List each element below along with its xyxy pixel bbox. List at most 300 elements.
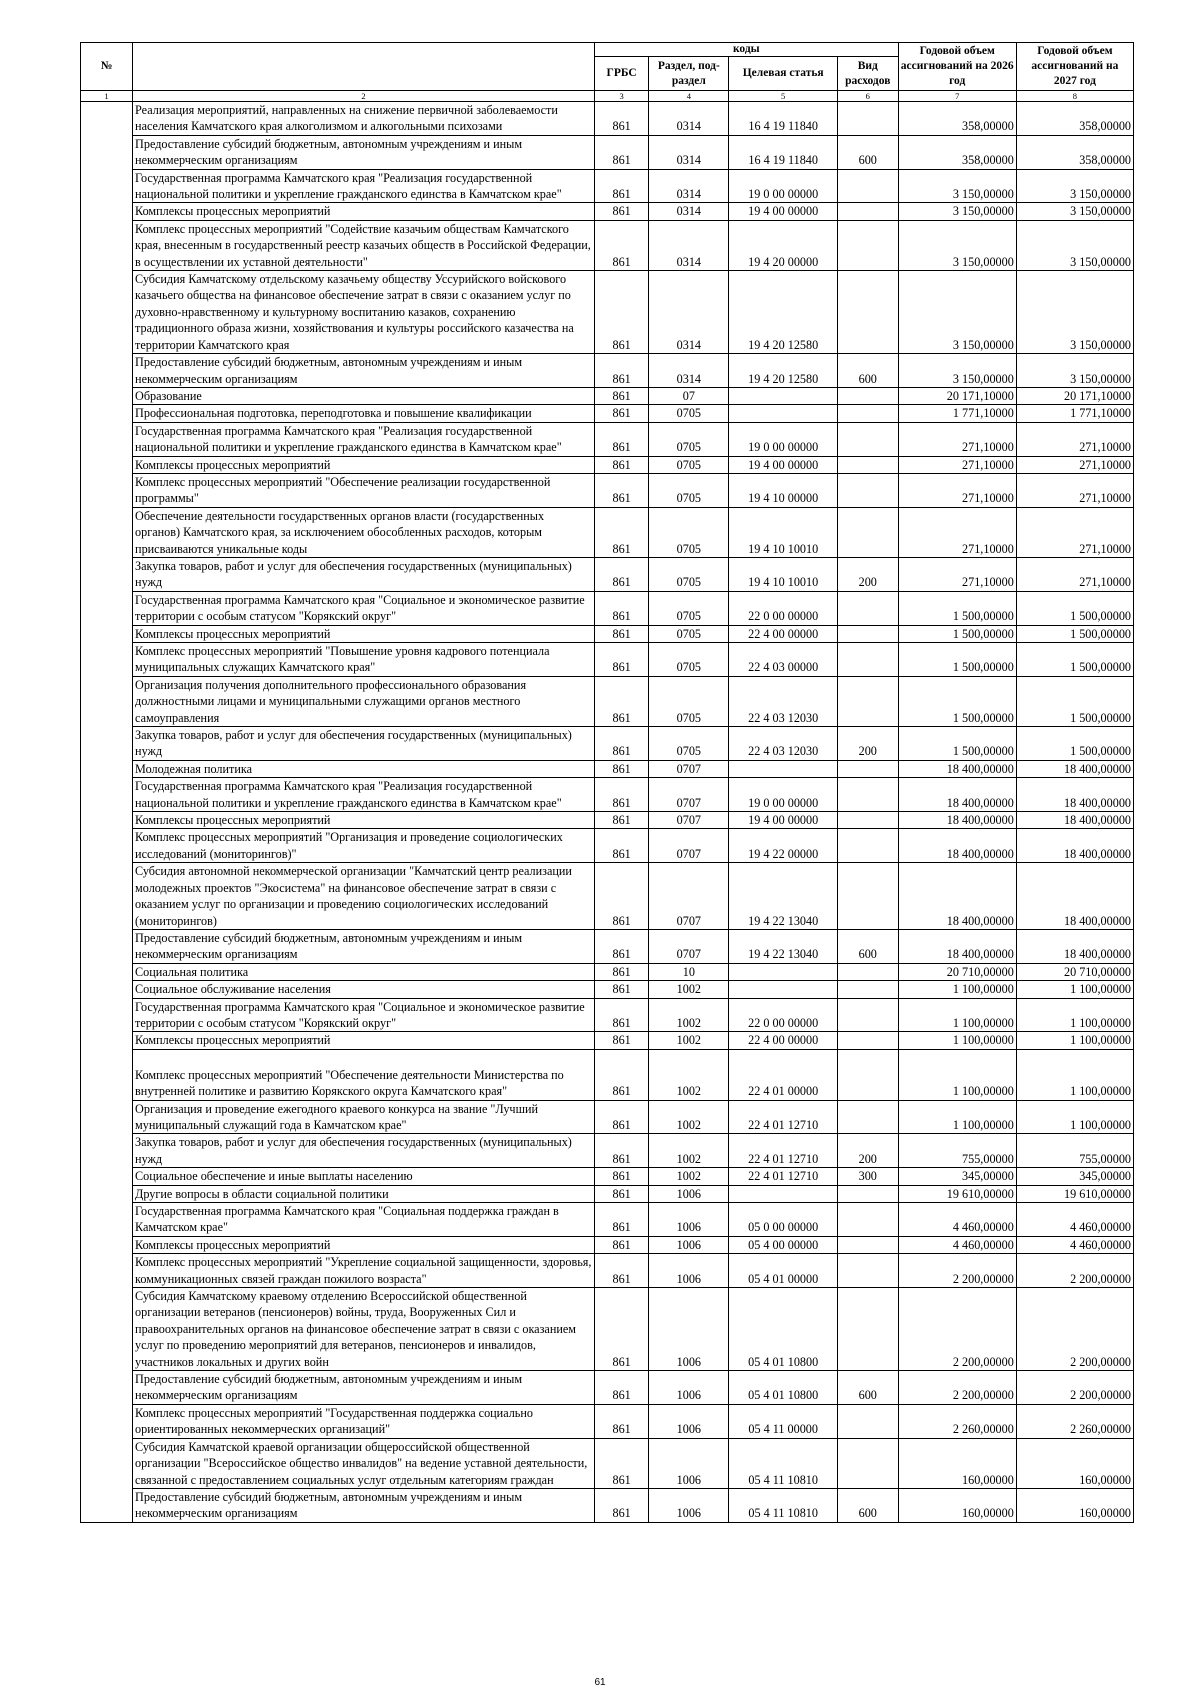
cell-name: Предоставление субсидий бюджетным, автономным учреждениям и иным некоммерческим организациям: [133, 135, 595, 169]
table-row: [81, 1032, 1134, 1049]
cell-expense-type: 300: [837, 1168, 898, 1185]
cell-target-article: 19 4 20 00000: [729, 220, 837, 270]
cell-num: [81, 1203, 133, 1237]
table-row: [81, 456, 1134, 473]
table-row: [81, 354, 1134, 388]
cell-grbs: 861: [595, 643, 649, 677]
cell-num: [81, 1185, 133, 1202]
cell-amount-2026: 1 500,00000: [898, 591, 1016, 625]
cell-expense-type: [837, 102, 898, 136]
cell-grbs: 861: [595, 169, 649, 203]
cell-expense-type: [837, 998, 898, 1032]
cell-amount-2027: 18 400,00000: [1016, 863, 1133, 930]
cell-grbs: 861: [595, 1288, 649, 1371]
cell-grbs: 861: [595, 981, 649, 998]
cell-name: Государственная программа Камчатского края "Реализация государственной национальной политики и укрепление гражданского единства в Камчатском крае": [133, 778, 595, 812]
cell-grbs: 861: [595, 456, 649, 473]
colnum-7: 7: [898, 91, 1016, 102]
cell-amount-2026: 345,00000: [898, 1168, 1016, 1185]
colnum-8: 8: [1016, 91, 1133, 102]
cell-target-article: 05 4 01 00000: [729, 1254, 837, 1288]
cell-razdel: 1002: [649, 998, 729, 1032]
cell-razdel: 1006: [649, 1203, 729, 1237]
cell-razdel: 1006: [649, 1404, 729, 1438]
cell-expense-type: [837, 829, 898, 863]
cell-expense-type: 200: [837, 1134, 898, 1168]
cell-grbs: 861: [595, 1254, 649, 1288]
cell-amount-2026: 271,10000: [898, 557, 1016, 591]
header-grbs: ГРБС: [595, 57, 649, 91]
cell-amount-2027: 19 610,00000: [1016, 1185, 1133, 1202]
cell-target-article: 05 4 00 00000: [729, 1236, 837, 1253]
cell-razdel: 0705: [649, 676, 729, 726]
cell-num: [81, 1254, 133, 1288]
cell-name: Комплексы процессных мероприятий: [133, 456, 595, 473]
table-row: [81, 676, 1134, 726]
cell-num: [81, 102, 133, 136]
cell-amount-2026: 358,00000: [898, 102, 1016, 136]
cell-expense-type: [837, 778, 898, 812]
cell-expense-type: [837, 456, 898, 473]
cell-amount-2027: 20 171,10000: [1016, 387, 1133, 404]
cell-num: [81, 354, 133, 388]
cell-amount-2027: 1 771,10000: [1016, 405, 1133, 422]
cell-num: [81, 1100, 133, 1134]
cell-grbs: 861: [595, 473, 649, 507]
cell-expense-type: 600: [837, 1488, 898, 1522]
cell-amount-2026: 2 200,00000: [898, 1371, 1016, 1405]
cell-name: Комплексы процессных мероприятий: [133, 812, 595, 829]
cell-grbs: 861: [595, 963, 649, 980]
cell-target-article: 19 0 00 00000: [729, 778, 837, 812]
table-row: [81, 591, 1134, 625]
cell-num: [81, 1288, 133, 1371]
cell-expense-type: [837, 1288, 898, 1371]
cell-name: Предоставление субсидий бюджетным, автономным учреждениям и иным некоммерческим организациям: [133, 929, 595, 963]
cell-grbs: 861: [595, 220, 649, 270]
cell-amount-2026: 1 100,00000: [898, 1049, 1016, 1100]
cell-amount-2027: 4 460,00000: [1016, 1236, 1133, 1253]
cell-expense-type: [837, 507, 898, 557]
cell-target-article: 22 4 01 12710: [729, 1168, 837, 1185]
cell-target-article: 05 4 11 10810: [729, 1438, 837, 1488]
cell-name: Комплексы процессных мероприятий: [133, 1032, 595, 1049]
cell-num: [81, 998, 133, 1032]
cell-amount-2027: 755,00000: [1016, 1134, 1133, 1168]
cell-target-article: 19 4 10 10010: [729, 557, 837, 591]
cell-amount-2027: 3 150,00000: [1016, 271, 1133, 354]
table-row: [81, 625, 1134, 642]
cell-razdel: 0314: [649, 203, 729, 220]
cell-grbs: 861: [595, 1488, 649, 1522]
cell-target-article: 19 4 20 12580: [729, 354, 837, 388]
cell-amount-2026: 271,10000: [898, 456, 1016, 473]
cell-razdel: 0707: [649, 929, 729, 963]
colnum-6: 6: [837, 91, 898, 102]
cell-expense-type: 600: [837, 135, 898, 169]
cell-grbs: 861: [595, 998, 649, 1032]
cell-grbs: 861: [595, 405, 649, 422]
cell-grbs: 861: [595, 135, 649, 169]
cell-amount-2026: 20 171,10000: [898, 387, 1016, 404]
cell-grbs: 861: [595, 387, 649, 404]
cell-expense-type: [837, 1404, 898, 1438]
cell-amount-2026: 160,00000: [898, 1488, 1016, 1522]
cell-num: [81, 1032, 133, 1049]
cell-razdel: 0705: [649, 473, 729, 507]
cell-expense-type: 600: [837, 1371, 898, 1405]
cell-name: Социальное обслуживание населения: [133, 981, 595, 998]
cell-expense-type: [837, 591, 898, 625]
cell-num: [81, 727, 133, 761]
cell-amount-2026: 19 610,00000: [898, 1185, 1016, 1202]
cell-amount-2027: 20 710,00000: [1016, 963, 1133, 980]
cell-amount-2027: 18 400,00000: [1016, 760, 1133, 777]
cell-name: Государственная программа Камчатского края "Социальная поддержка граждан в Камчатском крае": [133, 1203, 595, 1237]
cell-grbs: 861: [595, 557, 649, 591]
cell-name: Государственная программа Камчатского края "Социальное и экономическое развитие территории с особым статусом "Корякский округ": [133, 591, 595, 625]
table-row: [81, 829, 1134, 863]
cell-amount-2026: 3 150,00000: [898, 169, 1016, 203]
cell-expense-type: [837, 625, 898, 642]
cell-razdel: 1002: [649, 1049, 729, 1100]
cell-name: Комплекс процессных мероприятий "Укрепление социальной защищенности, здоровья, коммуникационных связей граждан пожилого возраста": [133, 1254, 595, 1288]
cell-razdel: 1002: [649, 1100, 729, 1134]
cell-expense-type: [837, 220, 898, 270]
cell-amount-2027: 18 400,00000: [1016, 812, 1133, 829]
cell-grbs: 861: [595, 591, 649, 625]
header-name: [133, 43, 595, 91]
cell-amount-2026: 1 100,00000: [898, 998, 1016, 1032]
cell-num: [81, 135, 133, 169]
cell-razdel: 0707: [649, 829, 729, 863]
cell-target-article: 19 4 22 13040: [729, 929, 837, 963]
cell-num: [81, 625, 133, 642]
cell-amount-2027: 358,00000: [1016, 135, 1133, 169]
header-num: №: [81, 43, 133, 91]
cell-grbs: 861: [595, 625, 649, 642]
cell-expense-type: [837, 981, 898, 998]
cell-target-article: 16 4 19 11840: [729, 102, 837, 136]
cell-name: Социальная политика: [133, 963, 595, 980]
cell-num: [81, 760, 133, 777]
cell-grbs: 861: [595, 1185, 649, 1202]
cell-amount-2026: 2 260,00000: [898, 1404, 1016, 1438]
cell-name: Субсидия Камчатскому краевому отделению Всероссийской общественной организации ветеранов (пенсионеров) войны, труда, Вооруженных Сил и правоохранительных органов на финансовое обеспечение затрат в связи с оказанием услуг по проведению мероприятий для ветеранов, пенсионеров и инвалидов, участников локальных и других войн: [133, 1288, 595, 1371]
cell-grbs: 861: [595, 1371, 649, 1405]
cell-num: [81, 1049, 133, 1100]
table-row: [81, 1488, 1134, 1522]
cell-target-article: 22 4 03 12030: [729, 676, 837, 726]
cell-amount-2027: 3 150,00000: [1016, 354, 1133, 388]
colnum-3: 3: [595, 91, 649, 102]
table-row: [81, 405, 1134, 422]
cell-num: [81, 387, 133, 404]
cell-num: [81, 676, 133, 726]
cell-expense-type: 200: [837, 557, 898, 591]
header-vid: Вид расходов: [837, 57, 898, 91]
cell-expense-type: [837, 1438, 898, 1488]
cell-amount-2027: 2 260,00000: [1016, 1404, 1133, 1438]
cell-razdel: 1006: [649, 1185, 729, 1202]
table-row: [81, 778, 1134, 812]
cell-num: [81, 1371, 133, 1405]
cell-razdel: 1006: [649, 1288, 729, 1371]
cell-amount-2027: 1 100,00000: [1016, 1032, 1133, 1049]
cell-amount-2027: 3 150,00000: [1016, 203, 1133, 220]
cell-expense-type: [837, 405, 898, 422]
cell-amount-2027: 18 400,00000: [1016, 929, 1133, 963]
cell-grbs: 861: [595, 863, 649, 930]
cell-target-article: 19 0 00 00000: [729, 169, 837, 203]
cell-num: [81, 829, 133, 863]
cell-target-article: 19 4 00 00000: [729, 812, 837, 829]
cell-amount-2026: 18 400,00000: [898, 778, 1016, 812]
cell-num: [81, 557, 133, 591]
table-row: [81, 1168, 1134, 1185]
table-row: [81, 727, 1134, 761]
cell-razdel: 0314: [649, 220, 729, 270]
cell-name: Комплекс процессных мероприятий "Обеспечение реализации государственной программы": [133, 473, 595, 507]
cell-target-article: 19 4 20 12580: [729, 271, 837, 354]
cell-amount-2026: 358,00000: [898, 135, 1016, 169]
cell-target-article: 05 4 11 10810: [729, 1488, 837, 1522]
table-row: [81, 812, 1134, 829]
cell-expense-type: [837, 1185, 898, 1202]
table-row: [81, 1254, 1134, 1288]
cell-num: [81, 1168, 133, 1185]
cell-target-article: 22 4 01 00000: [729, 1049, 837, 1100]
cell-target-article: [729, 387, 837, 404]
cell-name: Закупка товаров, работ и услуг для обеспечения государственных (муниципальных) нужд: [133, 727, 595, 761]
cell-num: [81, 591, 133, 625]
cell-target-article: 19 4 10 00000: [729, 473, 837, 507]
colnum-2: 2: [133, 91, 595, 102]
table-row: [81, 102, 1134, 136]
cell-expense-type: [837, 1049, 898, 1100]
table-row: [81, 220, 1134, 270]
table-row: [81, 1438, 1134, 1488]
cell-razdel: 1006: [649, 1236, 729, 1253]
cell-num: [81, 929, 133, 963]
table-row: [81, 203, 1134, 220]
table-row: [81, 507, 1134, 557]
cell-target-article: 19 4 00 00000: [729, 203, 837, 220]
cell-target-article: 22 4 01 12710: [729, 1134, 837, 1168]
table-row: [81, 135, 1134, 169]
table-row: [81, 1100, 1134, 1134]
cell-amount-2027: 3 150,00000: [1016, 169, 1133, 203]
cell-grbs: 861: [595, 354, 649, 388]
cell-amount-2026: 1 500,00000: [898, 625, 1016, 642]
cell-grbs: 861: [595, 929, 649, 963]
cell-name: Организация получения дополнительного профессионального образования должностными лицами и муниципальными служащими органов местного самоуправления: [133, 676, 595, 726]
header-2027: Годовой объем ассигнований на 2027 год: [1016, 43, 1133, 91]
cell-num: [81, 203, 133, 220]
cell-grbs: 861: [595, 271, 649, 354]
cell-expense-type: 200: [837, 727, 898, 761]
cell-num: [81, 1404, 133, 1438]
cell-target-article: 19 4 22 13040: [729, 863, 837, 930]
cell-name: Комплексы процессных мероприятий: [133, 625, 595, 642]
cell-name: Комплекс процессных мероприятий "Повышение уровня кадрового потенциала муниципальных служащих Камчатского края": [133, 643, 595, 677]
cell-amount-2027: 1 100,00000: [1016, 1049, 1133, 1100]
cell-amount-2027: 2 200,00000: [1016, 1254, 1133, 1288]
cell-name: Предоставление субсидий бюджетным, автономным учреждениям и иным некоммерческим организациям: [133, 354, 595, 388]
cell-expense-type: [837, 203, 898, 220]
column-number-row: [81, 91, 1134, 102]
cell-target-article: 22 4 00 00000: [729, 625, 837, 642]
cell-amount-2027: 2 200,00000: [1016, 1371, 1133, 1405]
cell-amount-2026: 271,10000: [898, 422, 1016, 456]
cell-target-article: 05 4 01 10800: [729, 1371, 837, 1405]
page-number: 61: [594, 1677, 606, 1688]
cell-expense-type: [837, 1032, 898, 1049]
cell-expense-type: [837, 169, 898, 203]
cell-expense-type: [837, 812, 898, 829]
cell-num: [81, 1236, 133, 1253]
cell-grbs: 861: [595, 1203, 649, 1237]
cell-target-article: 22 0 00 00000: [729, 591, 837, 625]
cell-grbs: 861: [595, 1134, 649, 1168]
cell-name: Комплекс процессных мероприятий "Обеспечение деятельности Министерства по внутренней политике и развитию Корякского округа Камчатского края": [133, 1049, 595, 1100]
cell-expense-type: 600: [837, 354, 898, 388]
cell-amount-2026: 2 200,00000: [898, 1254, 1016, 1288]
cell-amount-2026: 20 710,00000: [898, 963, 1016, 980]
cell-amount-2027: 271,10000: [1016, 456, 1133, 473]
cell-name: Комплекс процессных мероприятий "Государственная поддержка социально ориентированных некоммерческих организаций": [133, 1404, 595, 1438]
cell-razdel: 0705: [649, 591, 729, 625]
cell-amount-2026: 1 771,10000: [898, 405, 1016, 422]
cell-razdel: 0314: [649, 169, 729, 203]
cell-target-article: [729, 1185, 837, 1202]
cell-grbs: 861: [595, 507, 649, 557]
cell-expense-type: [837, 863, 898, 930]
header-razdel: Раздел, под-раздел: [649, 57, 729, 91]
cell-grbs: 861: [595, 203, 649, 220]
cell-amount-2027: 2 200,00000: [1016, 1288, 1133, 1371]
table-row: [81, 643, 1134, 677]
cell-num: [81, 473, 133, 507]
cell-target-article: [729, 760, 837, 777]
cell-razdel: 10: [649, 963, 729, 980]
cell-razdel: 1002: [649, 1134, 729, 1168]
cell-num: [81, 812, 133, 829]
table-body: [81, 102, 1134, 1523]
cell-razdel: 1002: [649, 1032, 729, 1049]
cell-target-article: [729, 981, 837, 998]
table-row: [81, 1404, 1134, 1438]
cell-expense-type: [837, 760, 898, 777]
table-row: [81, 1203, 1134, 1237]
table-row: [81, 1049, 1134, 1100]
table-row: [81, 473, 1134, 507]
cell-amount-2027: 160,00000: [1016, 1488, 1133, 1522]
cell-grbs: 861: [595, 1049, 649, 1100]
header-2026: Годовой объем ассигнований на 2026 год: [898, 43, 1016, 91]
cell-target-article: 16 4 19 11840: [729, 135, 837, 169]
cell-razdel: 0705: [649, 727, 729, 761]
table-row: [81, 760, 1134, 777]
cell-expense-type: [837, 1203, 898, 1237]
cell-num: [81, 778, 133, 812]
cell-grbs: 861: [595, 422, 649, 456]
cell-amount-2027: 1 100,00000: [1016, 1100, 1133, 1134]
cell-num: [81, 422, 133, 456]
table-row: [81, 557, 1134, 591]
cell-amount-2026: 755,00000: [898, 1134, 1016, 1168]
cell-amount-2027: 1 500,00000: [1016, 625, 1133, 642]
cell-num: [81, 1488, 133, 1522]
cell-grbs: 861: [595, 760, 649, 777]
cell-expense-type: [837, 1254, 898, 1288]
cell-name: Социальное обеспечение и иные выплаты населению: [133, 1168, 595, 1185]
cell-amount-2026: 4 460,00000: [898, 1236, 1016, 1253]
cell-expense-type: [837, 271, 898, 354]
cell-razdel: 0314: [649, 354, 729, 388]
table-row: [81, 998, 1134, 1032]
cell-razdel: 0314: [649, 135, 729, 169]
table-row: [81, 929, 1134, 963]
cell-grbs: 861: [595, 727, 649, 761]
cell-razdel: 0705: [649, 557, 729, 591]
cell-grbs: 861: [595, 1438, 649, 1488]
cell-name: Организация и проведение ежегодного краевого конкурса на звание "Лучший муниципальный служащий года в Камчатском крае": [133, 1100, 595, 1134]
cell-name: Предоставление субсидий бюджетным, автономным учреждениям и иным некоммерческим организациям: [133, 1488, 595, 1522]
cell-amount-2027: 1 100,00000: [1016, 981, 1133, 998]
cell-amount-2026: 271,10000: [898, 507, 1016, 557]
cell-razdel: 1002: [649, 981, 729, 998]
header-celevaya: Целевая статья: [729, 57, 837, 91]
cell-amount-2026: 271,10000: [898, 473, 1016, 507]
cell-name: Закупка товаров, работ и услуг для обеспечения государственных (муниципальных) нужд: [133, 557, 595, 591]
cell-target-article: 22 0 00 00000: [729, 998, 837, 1032]
cell-target-article: 05 4 01 10800: [729, 1288, 837, 1371]
cell-expense-type: [837, 422, 898, 456]
cell-name: Обеспечение деятельности государственных органов власти (государственных органов) Камчатского края, за исключением обособленных расходов, которым присваиваются уникальные коды: [133, 507, 595, 557]
cell-razdel: 0705: [649, 625, 729, 642]
cell-amount-2027: 1 500,00000: [1016, 591, 1133, 625]
cell-target-article: 22 4 01 12710: [729, 1100, 837, 1134]
cell-razdel: 0707: [649, 760, 729, 777]
cell-amount-2027: 1 100,00000: [1016, 998, 1133, 1032]
cell-razdel: 0707: [649, 863, 729, 930]
cell-target-article: 22 4 03 12030: [729, 727, 837, 761]
cell-razdel: 1006: [649, 1438, 729, 1488]
cell-num: [81, 981, 133, 998]
cell-num: [81, 271, 133, 354]
cell-amount-2026: 1 500,00000: [898, 727, 1016, 761]
cell-num: [81, 456, 133, 473]
cell-expense-type: 600: [837, 929, 898, 963]
header-codes: коды: [595, 43, 899, 57]
cell-grbs: 861: [595, 1168, 649, 1185]
cell-amount-2027: 271,10000: [1016, 473, 1133, 507]
cell-name: Реализация мероприятий, направленных на снижение первичной заболеваемости населения Камчатского края алкоголизмом и алкогольными психозами: [133, 102, 595, 136]
table-row: [81, 1371, 1134, 1405]
cell-amount-2026: 1 100,00000: [898, 981, 1016, 998]
cell-target-article: 19 4 10 10010: [729, 507, 837, 557]
cell-num: [81, 169, 133, 203]
cell-grbs: 861: [595, 1236, 649, 1253]
cell-amount-2027: 1 500,00000: [1016, 727, 1133, 761]
cell-target-article: 19 4 22 00000: [729, 829, 837, 863]
cell-num: [81, 1438, 133, 1488]
cell-amount-2026: 1 100,00000: [898, 1100, 1016, 1134]
table-row: [81, 963, 1134, 980]
cell-razdel: 0314: [649, 102, 729, 136]
table-row: [81, 387, 1134, 404]
